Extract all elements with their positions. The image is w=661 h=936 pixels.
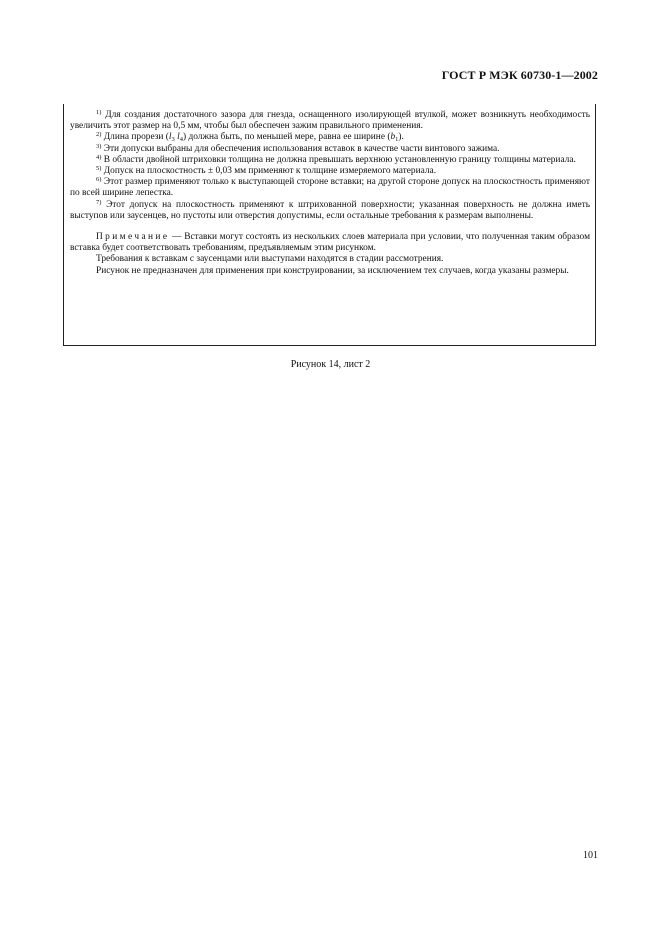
page-number: 101 [583,850,598,861]
footnote-4: $^{4)}$ В области двойной штриховки толщина не должна превышать верхнюю установленную границу толщины материала. [96,153,576,165]
footnote-5: $^{5)}$ Допуск на плоскостность ± 0,03 мм применяют к толщине измеряемого материала. [96,165,437,177]
document-header: ГОСТ Р МЭК 60730-1—2002 [441,68,598,82]
note-paragraph: Примечание — Вставки могут состоять из нескольких слоев материала при условии, что полученная таким образом вставка будет соответствовать требованиям, предъявляемым этим рисунком. [70,232,590,254]
footnote-3: $^{3)}$ Эти допуски выбраны для обеспечения использования вставок в качестве части винтового зажима. [96,142,500,154]
footnote-1: $^{1)}$ Для создания достаточного зазора для гнезда, оснащенного изолирующей втулкой, может возникнуть необходимость увеличить этот размер на 0,5 мм, чтобы был обеспечен зажим правильного применения. [70,109,590,132]
footnote-2: $^{2)}$ Длина прорези ($l_3$ $l_4$) должна быть, по меньшей мере, равна ее ширине $(b_1)$. [96,131,404,144]
figure-caption: Рисунок 14, лист 2 [290,359,371,370]
figure-notes [70,110,590,277]
requirements-paragraph: Требования к вставкам с заусенцами или выступами находятся в стадии рассмотрения. [96,254,444,265]
footnote-6: $^{6)}$ Этот размер применяют только к выступающей стороне вставки; на другой стороне допуск на плоскостность применяют по всей ширине лепестка. [70,176,590,199]
design-paragraph: Рисунок не предназначен для применения при конструировании, за исключением тех случаев, когда указаны размеры. [96,265,569,276]
note-label: Примечание [96,232,170,243]
footnote-7: $^{7)}$ Этот допуск на плоскостность применяют к штрихованной поверхности; указанная поверхность не должна иметь выступов или заусенцев, но пустоты или отверстия допустимы, если остальные требования к размерам выполнены. [70,198,590,221]
